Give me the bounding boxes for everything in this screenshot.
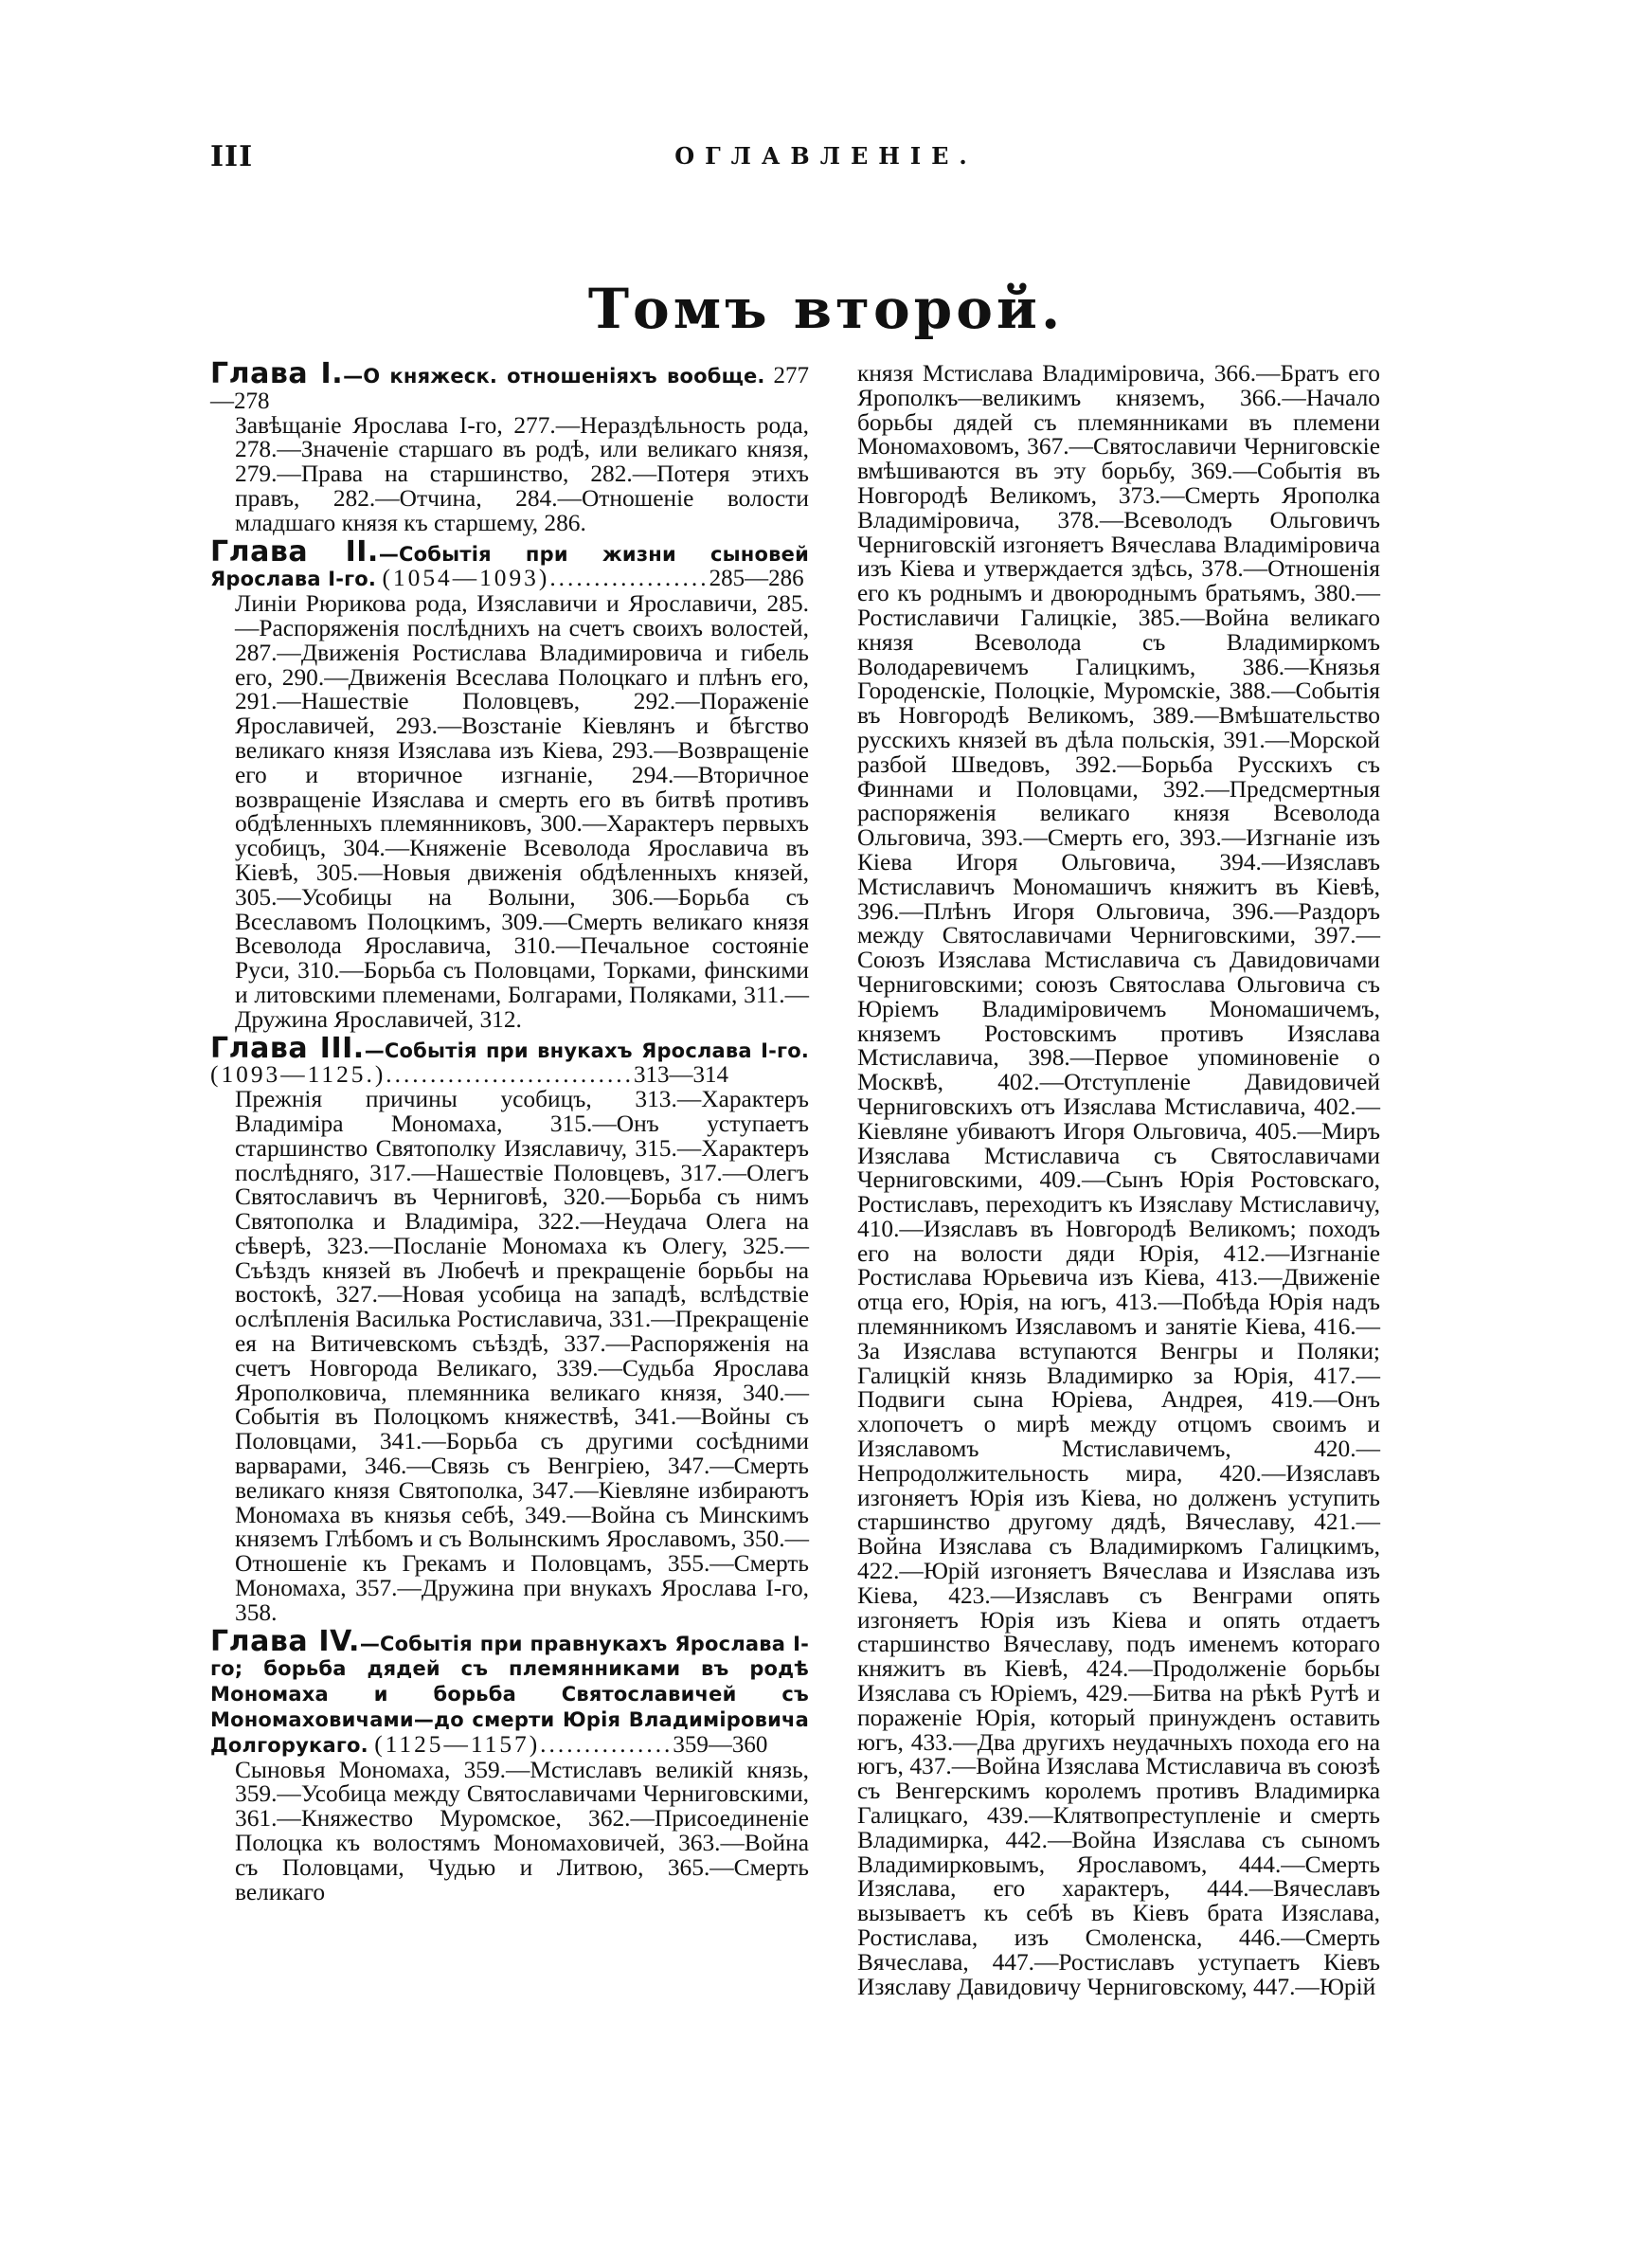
- chapter-entry-2: [210, 534, 809, 1033]
- running-title: ОГЛАВЛЕНІЕ.: [674, 142, 978, 170]
- chapter-pages: 277—278: [210, 363, 809, 414]
- chapter-dates: (1093—1125.)............................: [210, 1061, 635, 1089]
- chapter-label: Глава I.: [210, 357, 344, 390]
- chapter-label: Глава III.: [210, 1031, 365, 1065]
- chapter-dates: (1054—1093)..................: [382, 565, 709, 592]
- chapter-title: —Событія при правнукахъ Ярослава I-го; борьба дядей съ племянниками въ родѣ Мономаха и борьба Святославичей съ Мономаховичами—до смерти Юрія Владиміровича Долгорукаго.: [210, 1632, 809, 1757]
- chapter-title: —Событія при жизни сыновей Ярослава I-го.: [210, 542, 809, 591]
- chapter-entry-4: [210, 1624, 809, 1905]
- page-number: III: [210, 140, 254, 173]
- chapter-summary: Линіи Рюрикова рода, Изяславичи и Ярославичи, 285.—Распоряженія послѣднихъ на счетъ своихъ волостей, 287.—Движенія Ростислава Владимировича и гибель его, 290.—Движенія Всеслава Полоцкаго и плѣнъ его, 291.—Нашествіе Половцевъ, 292.—Пораженіе Ярославичей, 293.—Возстаніе Кіевлянъ и бѣгство великаго князя Изяслава изъ Кіева, 293.—Возвращеніе его и вторичное изгнаніе, 294.—Вторичное возвращеніе Изяслава и смерть его въ битвѣ противъ обдѣленныхъ племянниковъ, 300.—Характеръ первыхъ усобицъ, 304.—Княженіе Всеволода Ярославича въ Кіевѣ, 305.—Новыя движенія обдѣленныхъ князей, 305.—Усобицы на Волыни, 306.—Борьба съ Всеславомъ Полоцкимъ, 309.—Смерть великаго князя Всеволода Ярославича, 310.—Печальное состояніе Руси, 310.—Борьба съ Половцами, Торками, финскими и литовскими племенами, Болгарами, Поляками, 311.—Дружина Ярославичей, 312.: [235, 590, 809, 1033]
- chapter-heading: [210, 534, 809, 593]
- chapter-summary: Завѣщаніе Ярослава I-го, 277.—Нераздѣльность рода, 278.—Значеніе старшаго въ родѣ, или великаго князя, 279.—Права на старшинство, 282.—Потеря этихъ правъ, 282.—Отчина, 284.—Отношеніе волости младшаго князя къ старшему, 286.: [235, 411, 809, 536]
- chapter-summary: Сыновья Мономаха, 359.—Мстиславъ великій князь, 359.—Усобица между Святославичами Черниговскими, 361.—Княжество Муромское, 362.—Присоединеніе Полоцка къ волостямъ Мономаховичей, 363.—Война съ Половцами, Чудью и Литвою, 365.—Смерть великаго: [235, 1756, 809, 1905]
- chapter-title: —О княжеск. отношеніяхъ вообще.: [343, 365, 765, 388]
- chapter-label: Глава IV.: [210, 1624, 360, 1658]
- chapter-pages: 285—286: [709, 566, 804, 592]
- chapter-pages: 359—360: [673, 1731, 768, 1758]
- chapter-heading: [210, 1624, 809, 1759]
- chapter-dates: (1125—1157)...............: [374, 1730, 673, 1758]
- chapter-summary: Прежнія причины усобицъ, 313.—Характеръ Владиміра Мономаха, 315.—Онъ уступаетъ старшинство Святополку Изяславичу, 315.—Характеръ послѣдняго, 317.—Нашествіе Половцевъ, 317.—Олегъ Святославичъ въ Черниговѣ, 320.—Борьба съ нимъ Святополка и Владиміра, 322.—Неудача Олега на сѣверѣ, 323.—Посланіе Мономаха къ Олегу, 325.—Съѣздъ князей въ Любечѣ и прекращеніе борьбы на востокѣ, 327.—Новая усобица на западѣ, вслѣдствіе ослѣпленія Василька Ростиславича, 331.—Прекращеніе ея на Витичевскомъ съѣздѣ, 337.—Распоряженія на счетъ Новгорода Великаго, 339.—Судьба Ярослава Ярополковича, племянника великаго князя, 340.—Событія въ Полоцкомъ княжествѣ, 341.—Войны съ Половцами, 341.—Борьба съ другими сосѣдними варварами, 346.—Связь съ Венгріею, 347.—Смерть великаго князя Святополка, 347.—Кіевляне избираютъ Мономаха въ князья себѣ, 349.—Война съ Минскимъ княземъ Глѣбомъ и съ Волынскимъ Ярославомъ, 350.—Отношеніе къ Грекамъ и Половцамъ, 355.—Смерть Мономаха, 357.—Дружина при внукахъ Ярослава I-го, 358.: [235, 1086, 809, 1626]
- chapter-title: —Событія при внукахъ Ярослава I-го.: [364, 1038, 809, 1062]
- chapter-pages: 313—314: [634, 1062, 729, 1089]
- chapter-entry-1: [210, 357, 809, 536]
- chapter-heading: [210, 357, 809, 414]
- chapter-label: Глава II.: [210, 534, 379, 569]
- volume-title: Томъ второй.: [587, 277, 1065, 341]
- left-column: [210, 357, 809, 1908]
- chapter-summary-continuation: князя Мстислава Владиміровича, 366.—Братъ его Ярополкъ—великимъ княземъ, 366.—Начало борьбы дядей съ племянниками въ племени Мономаховомъ, 367.—Святославичи Черниговскіе вмѣшиваются въ эту борьбу, 369.—Событія въ Новгородѣ Великомъ, 373.—Смерть Ярополка Владиміровича, 378.—Всеволодъ Ольговичъ Черниговскій изгоняетъ Вячеслава Владиміровича изъ Кіева и утверждается здѣсь, 378.—Отношенія его къ роднымъ и двоюроднымъ братьямъ, 380.—Ростиславичи Галицкіе, 385.—Война великаго князя Всеволода съ Владимиркомъ Володаревичемъ Галицкимъ, 386.—Князья Городенскіе, Полоцкіе, Муромскіе, 388.—Событія въ Новгородѣ Великомъ, 389.—Вмѣшательство русскихъ князей въ дѣла польскія, 391.—Морской разбой Шведовъ, 392.—Борьба Русскихъ съ Финнами и Половцами, 392.—Предсмертныя распоряженія великаго князя Всеволода Ольговича, 393.—Смерть его, 393.—Изгнаніе изъ Кіева Игоря Ольговича, 394.—Изяславъ Мстиславичъ Мономашичъ княжитъ въ Кіевѣ, 396.—Плѣнъ Игоря Ольговича, 396.—Раздоръ между Святославичами Черниговскими, 397.—Союзъ Изяслава Мстиславича съ Давидовичами Черниговскими; союзъ Святослава Ольговича съ Юріемъ Владиміровичемъ Мономашичемъ, княземъ Ростовскимъ противъ Изяслава Мстиславича, 398.—Первое упоминовеніе о Москвѣ, 402.—Отступленіе Давидовичей Черниговскихъ отъ Изяслава Мстиславича, 402.—Кіевляне убиваютъ Игоря Ольговича, 405.—Миръ Изяслава Мстиславича съ Святославичами Черниговскими, 409.—Сынъ Юрія Ростовскаго, Ростиславъ, переходитъ къ Изяславу Мстиславичу, 410.—Изяславъ въ Новгородѣ Великомъ; походъ его на волости дяди Юрія, 412.—Изгнаніе Ростислава Юрьевича изъ Кіева, 413.—Движеніе отца его, Юрія, на югъ, 413.—Побѣда Юрія надъ племянникомъ Изяславомъ и занятіе Кіева, 416.—За Изяслава вступаются Венгры и Поляки; Галицкій князь Владимирко за Юрія, 417.—Подвиги сына Юріева, Андрея, 419.—Онъ хлопочетъ о мирѣ между отцомъ своимъ и Изяславомъ Мстиславичемъ, 420.—Непродолжительность мира, 420.—Изяславъ изгоняетъ Юрія изъ Кіева, но долженъ уступить старшинство другому дядѣ, Вячеславу, 421.—Война Изяслава съ Владимиркомъ Галицкимъ, 422.—Юрій изгоняетъ Вячеслава и Изяслава изъ Кіева, 423.—Изяславъ съ Венграми опять изгоняетъ Юрія изъ Кіева и опять отдаетъ старшинство Вячеславу, подъ именемъ котораго княжитъ въ Кіевѣ, 424.—Продолженіе борьбы Изяслава съ Юріемъ, 429.—Битва на рѣкѣ Рутѣ и пораженіе Юрія, который принужденъ оставить югъ, 433.—Два другихъ неудачныхъ похода его на югъ, 437.—Война Изяслава Мстиславича въ союзѣ съ Венгерскимъ королемъ противъ Владимирка Галицкаго, 439.—Клятвопреступленіе и смерть Владимирка, 442.—Война Изяслава съ сыномъ Владимирковымъ, Ярославомъ, 444.—Смерть Изяслава, его характеръ, 444.—Вячеславъ вызываетъ къ себѣ въ Кіевъ брата Изяслава, Ростислава, изъ Смоленска, 446.—Смерть Вячеслава, 447.—Ростиславъ уступаетъ Кіевъ Изяславу Давидовичу Черниговскому, 447.—Юрій: [857, 360, 1380, 2000]
- right-column: [857, 362, 1380, 1999]
- chapter-heading: [210, 1031, 809, 1089]
- chapter-entry-3: [210, 1031, 809, 1626]
